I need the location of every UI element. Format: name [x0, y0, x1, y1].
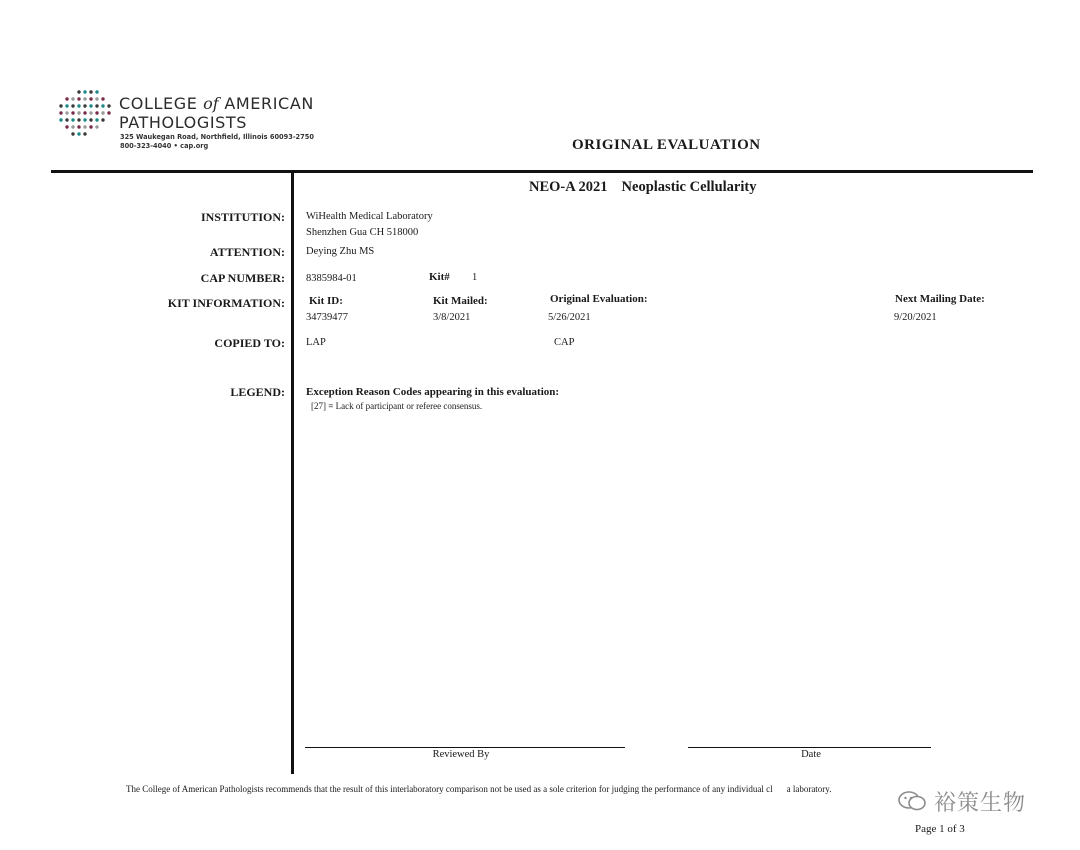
kit-information-label: KIT INFORMATION: [167, 296, 285, 310]
kit-id-label: Kit ID: [309, 295, 343, 307]
logo-dot [71, 111, 74, 114]
logo-dot [95, 125, 98, 128]
page-number: Page 1 of 3 [915, 823, 965, 835]
logo-dot [95, 118, 98, 121]
logo-dot [83, 118, 86, 121]
legend-label: LEGEND: [230, 385, 285, 399]
disclaimer-note [126, 784, 831, 794]
logo-dot [83, 125, 86, 128]
logo-dot [77, 97, 80, 100]
copied-to-label: COPIED TO: [214, 336, 285, 350]
logo-contact: 800-323-4040 • cap.org [120, 142, 209, 150]
label-column-divider [291, 172, 294, 774]
kit-mailed-label: Kit Mailed: [433, 295, 488, 307]
logo-dot [71, 132, 74, 135]
attention-label: ATTENTION: [209, 245, 285, 259]
header-divider [51, 170, 1033, 173]
kit-id-value: 34739477 [306, 312, 348, 323]
logo-dot [95, 97, 98, 100]
reviewed-by-line [305, 747, 625, 748]
logo-dot [95, 90, 98, 93]
cap-logo-dots-icon [58, 88, 112, 138]
logo-dot [59, 104, 62, 107]
legend-text: Lack of participant or referee consensus. [335, 401, 483, 411]
original-evaluation-value: 5/26/2021 [548, 312, 591, 323]
kit-number-value: 1 [472, 272, 478, 283]
logo-name-line1 [119, 94, 314, 113]
logo-dot [77, 90, 80, 93]
legend-equals: = [328, 401, 334, 411]
logo-dot [83, 111, 86, 114]
logo-dot [65, 111, 68, 114]
logo-dot [89, 125, 92, 128]
program-code: NEO-A 2021 [529, 179, 608, 195]
logo-address: 325 Waukegan Road, Northfield, Illinois 60093-2750 [120, 133, 314, 141]
logo-dot [71, 118, 74, 121]
logo-dot [77, 132, 80, 135]
program-title [529, 179, 756, 196]
logo-dot [65, 118, 68, 121]
original-evaluation-label: Original Evaluation: [550, 293, 648, 305]
disclaimer-text: The College of American Pathologists recommends that the result of this interlaboratory comparison not be used as a sole criterion for judging the performance of any individual cl [126, 784, 773, 794]
logo-dot [77, 118, 80, 121]
logo-dot [101, 104, 104, 107]
program-name: Neoplastic Cellularity [621, 179, 757, 195]
logo-dot [65, 97, 68, 100]
legend-entry [311, 401, 482, 411]
institution-name: WiHealth Medical Laboratory [306, 211, 433, 222]
logo-dot [89, 97, 92, 100]
institution-label: INSTITUTION: [200, 210, 285, 224]
legend-code: [27] [311, 401, 326, 411]
copied-to-lap: LAP [306, 337, 326, 348]
institution-address: Shenzhen Gua CH 518000 [306, 227, 419, 238]
logo-dot [71, 97, 74, 100]
logo-dot [89, 111, 92, 114]
logo-dot [77, 104, 80, 107]
legend-heading: Exception Reason Codes appearing in this evaluation: [306, 386, 560, 398]
document-title: ORIGINAL EVALUATION [572, 137, 761, 153]
date-label: Date [801, 749, 821, 760]
date-line [688, 747, 931, 748]
watermark-text: 裕策生物 [934, 791, 1027, 816]
logo-dot [71, 125, 74, 128]
logo-dot [59, 111, 62, 114]
logo-dot [95, 104, 98, 107]
reviewed-by-label: Reviewed By [432, 749, 490, 760]
logo-dot [83, 90, 86, 93]
disclaimer-tail: a laboratory. [786, 784, 832, 794]
logo-dot [59, 118, 62, 121]
next-mailing-date-value: 9/20/2021 [894, 312, 937, 323]
next-mailing-date-label: Next Mailing Date: [895, 293, 985, 305]
logo-text-of: of [203, 94, 219, 113]
logo-dot [101, 97, 104, 100]
logo-dot [89, 104, 92, 107]
logo-dot [89, 90, 92, 93]
kit-number-label: Kit# [429, 271, 450, 283]
logo-text-college: COLLEGE [119, 94, 204, 113]
cap-number-value: 8385984-01 [306, 273, 357, 284]
logo-dot [77, 125, 80, 128]
cap-number-label: CAP NUMBER: [200, 271, 285, 285]
logo-dot [101, 111, 104, 114]
logo-dot [101, 118, 104, 121]
copied-to-cap: CAP [554, 337, 575, 348]
logo-dot [89, 118, 92, 121]
logo-text-american: AMERICAN [218, 94, 314, 113]
logo-dot [65, 104, 68, 107]
logo-dot [77, 111, 80, 114]
logo-dot [107, 104, 110, 107]
logo-dot [71, 104, 74, 107]
kit-mailed-value: 3/8/2021 [433, 312, 471, 323]
logo-dot [83, 97, 86, 100]
logo-name-line2: PATHOLOGISTS [119, 113, 248, 132]
attention-value: Deying Zhu MS [306, 246, 375, 257]
logo-dot [95, 111, 98, 114]
logo-dot [83, 132, 86, 135]
logo-dot [83, 104, 86, 107]
logo-dot [65, 125, 68, 128]
wechat-icon [897, 790, 927, 812]
logo-dot [107, 111, 110, 114]
